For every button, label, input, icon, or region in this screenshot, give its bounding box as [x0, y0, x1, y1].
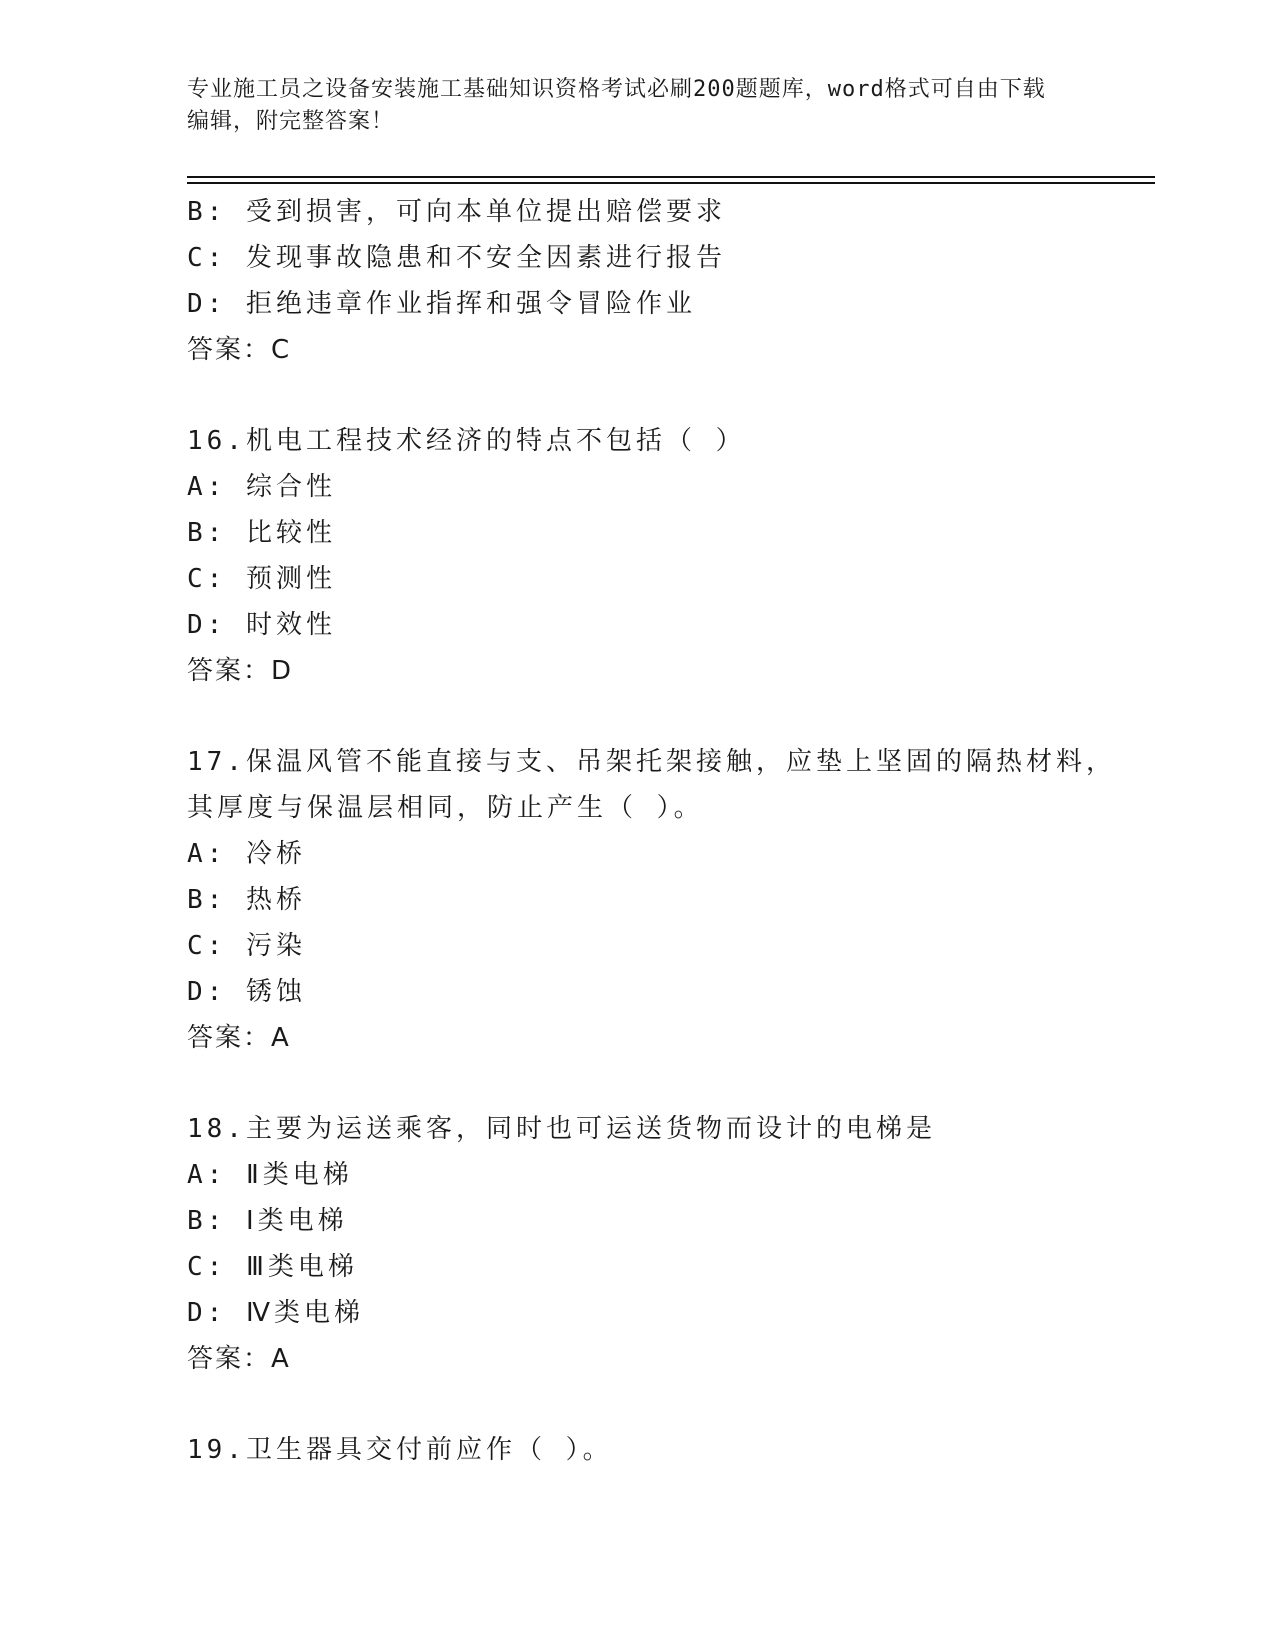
option-c: C: 污染 [187, 931, 306, 961]
answer-line: 答案：C [187, 335, 292, 365]
question-content [187, 189, 1147, 1473]
option-a: A: 综合性 [187, 472, 336, 502]
question-19 [187, 1427, 1147, 1473]
option-d: D: 锈蚀 [187, 977, 306, 1007]
option-b: B: 热桥 [187, 885, 306, 915]
question-text: 18.主要为运送乘客，同时也可运送货物而设计的电梯是 [187, 1114, 936, 1144]
option-b: B: 受到损害，可向本单位提出赔偿要求 [187, 197, 726, 227]
option-a: A: 冷桥 [187, 839, 306, 869]
answer-line: 答案：D [187, 656, 294, 686]
question-text-continued: 其厚度与保温层相同，防止产生（ ）。 [187, 793, 704, 823]
question-17 [187, 739, 1147, 1061]
option-a: A: Ⅱ类电梯 [187, 1160, 353, 1190]
question-text: 17.保温风管不能直接与支、吊架托架接触，应垫上坚固的隔热材料， [187, 747, 1116, 777]
option-b: B: 比较性 [187, 518, 336, 548]
option-c: C: 发现事故隐患和不安全因素进行报告 [187, 243, 726, 273]
header-divider-bottom [187, 182, 1155, 184]
question-15-continued [187, 189, 1147, 373]
option-d: D: 时效性 [187, 610, 336, 640]
option-b: B: Ⅰ类电梯 [187, 1206, 348, 1236]
option-c: C: Ⅲ类电梯 [187, 1252, 358, 1282]
document-header: 专业施工员之设备安装施工基础知识资格考试必刷200题题库，word格式可自由下载编辑，附完整答案！ [187, 77, 1046, 134]
question-text: 16.机电工程技术经济的特点不包括（ ） [187, 426, 746, 456]
option-c: C: 预测性 [187, 564, 336, 594]
option-d: D: 拒绝违章作业指挥和强令冒险作业 [187, 289, 696, 319]
header-divider-top [187, 176, 1155, 178]
answer-line: 答案：A [187, 1023, 291, 1053]
answer-line: 答案：A [187, 1344, 291, 1374]
question-text: 19.卫生器具交付前应作（ ）。 [187, 1435, 613, 1465]
option-d: D: Ⅳ类电梯 [187, 1298, 364, 1328]
question-16 [187, 418, 1147, 694]
question-18 [187, 1106, 1147, 1382]
